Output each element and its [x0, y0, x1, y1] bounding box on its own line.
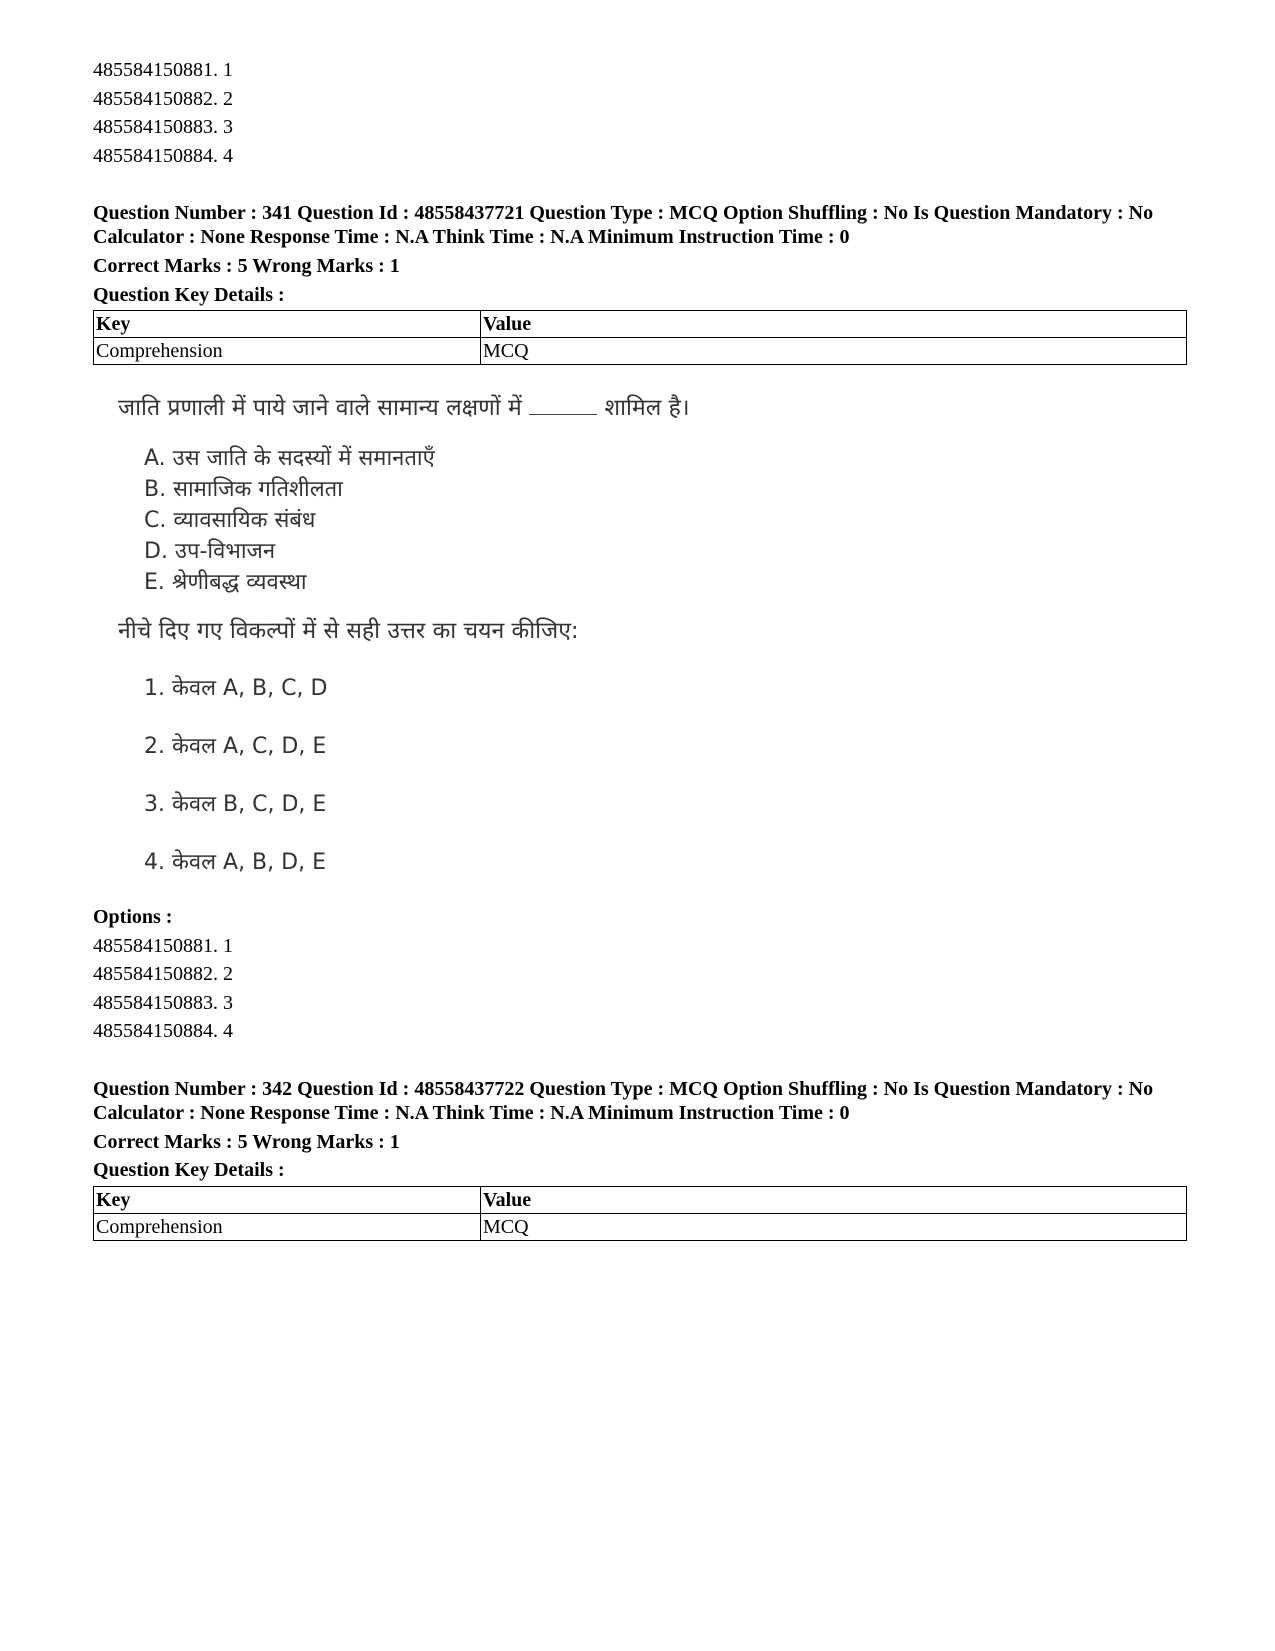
option-line: 485584150882. 2: [93, 963, 233, 985]
table-row: [94, 338, 1187, 365]
question-key-table: [93, 1186, 1187, 1241]
marks-line: Correct Marks : 5 Wrong Marks : 1: [93, 1130, 400, 1153]
table-header-row: [94, 311, 1187, 338]
option-line: 485584150881. 1: [93, 59, 233, 81]
option-line: 485584150883. 3: [93, 991, 233, 1014]
table-header-row: [94, 1186, 1187, 1213]
question-header: Question Number : 341 Question Id : 48558437721 Question Type : MCQ Option Shuffling : No Is Question Mandatory : No Calculator : None Response Time : N.A Think Time : N.A Minimum Instruction Time : 0: [93, 202, 1154, 248]
statement-item: A. उस जाति के सदस्यों में समानताएँ: [144, 446, 435, 471]
statement-item: E. श्रेणीबद्ध व्यवस्था: [144, 570, 307, 595]
question-342: [93, 1077, 1193, 1241]
question-image: [118, 393, 738, 893]
table-header-key: Key: [94, 1186, 481, 1213]
question-key-table: [93, 310, 1187, 365]
stem-text-before: जाति प्रणाली में पाये जाने वाले सामान्य लक्षणों में: [118, 395, 522, 421]
carryover-options: [93, 56, 1193, 170]
answer-choice: 1. केवल A, B, C, D: [144, 676, 328, 701]
table-cell-key: Comprehension: [94, 1213, 481, 1240]
question-instruction: नीचे दिए गए विकल्पों में से सही उत्तर का चयन कीजिए:: [118, 618, 579, 644]
statement-list: [144, 443, 738, 598]
option-line: 485584150884. 4: [93, 144, 233, 167]
answer-choice: 4. केवल A, B, D, E: [144, 850, 326, 875]
table-cell-value: MCQ: [481, 338, 1187, 365]
key-details-label: Question Key Details :: [93, 1159, 285, 1181]
question-341: [93, 201, 1193, 1046]
table-cell-value: MCQ: [481, 1213, 1187, 1240]
table-header-value: Value: [481, 311, 1187, 338]
answer-choice: 3. केवल B, C, D, E: [144, 792, 327, 817]
statement-item: B. सामाजिक गतिशीलता: [144, 477, 343, 502]
stem-text-after: शामिल है।: [604, 395, 690, 421]
statement-item: C. व्यावसायिक संबंध: [144, 508, 316, 533]
statement-item: D. उप-विभाजन: [144, 539, 276, 564]
question-stem: [118, 393, 738, 423]
answer-choices: [144, 660, 738, 892]
marks-line: Correct Marks : 5 Wrong Marks : 1: [93, 255, 400, 277]
document-page: [93, 56, 1193, 1241]
options-block: [93, 903, 1193, 1046]
table-row: [94, 1213, 1187, 1240]
table-cell-key: Comprehension: [94, 338, 481, 365]
option-line: 485584150882. 2: [93, 87, 233, 110]
option-line: 485584150881. 1: [93, 934, 233, 957]
option-line: 485584150883. 3: [93, 116, 233, 138]
table-header-key: Key: [94, 311, 481, 338]
question-header: Question Number : 342 Question Id : 48558437722 Question Type : MCQ Option Shuffling : No Is Question Mandatory : No Calculator : None Response Time : N.A Think Time : N.A Minimum Instruction Time : 0: [93, 1077, 1154, 1124]
answer-choice: 2. केवल A, C, D, E: [144, 734, 327, 759]
table-header-value: Value: [481, 1186, 1187, 1213]
stem-blank: [529, 396, 597, 415]
key-details-label: Question Key Details :: [93, 283, 285, 306]
option-line: 485584150884. 4: [93, 1020, 233, 1042]
options-label: Options :: [93, 906, 173, 928]
